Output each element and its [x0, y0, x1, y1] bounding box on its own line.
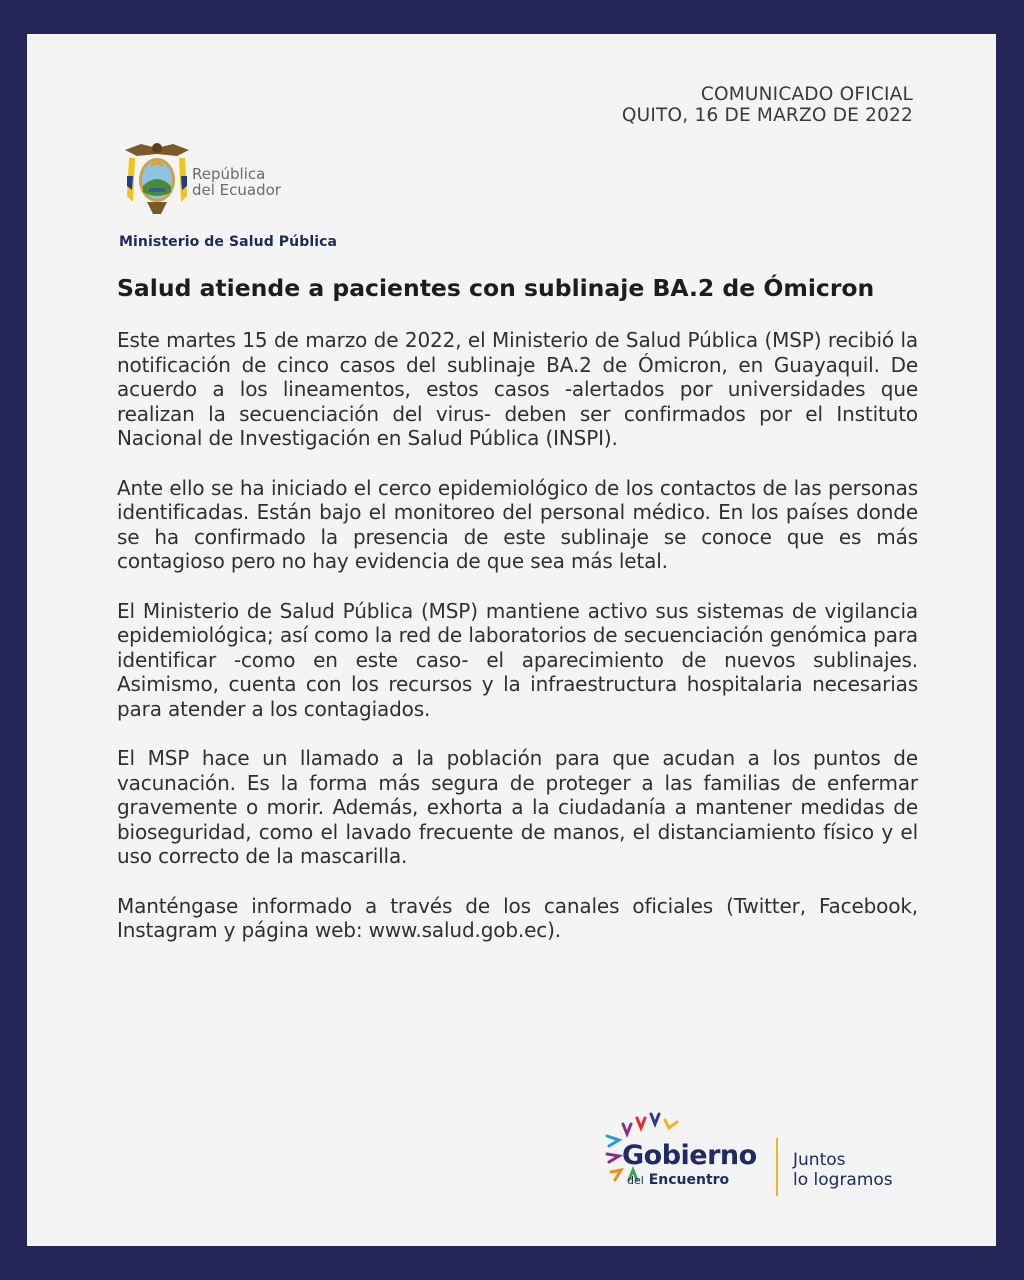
paragraph: Ante ello se ha iniciado el cerco epidemiológico de los contactos de las personas identificadas. Están bajo el monitoreo del personal médico. En los países donde se ha confirmado la presencia de este sublinaje se conoce que es más contagioso pero no hay evidencia de que sea más letal.	[117, 475, 918, 574]
encuentro-word: Encuentro	[648, 1172, 730, 1188]
coat-of-arms-icon	[121, 136, 193, 220]
communique-label: COMUNICADO OFICIAL	[700, 84, 913, 105]
communique-body	[117, 328, 918, 967]
communique-date: QUITO, 16 DE MARZO DE 2022	[621, 105, 913, 126]
page-title: Salud atiende a pacientes con sublinaje BA.2 de Ómicron	[117, 274, 875, 302]
paragraph: Manténgase informado a través de los canales oficiales (Twitter, Facebook, Instagram y página web: www.salud.gob.ec).	[117, 893, 918, 943]
del-word: del	[627, 1174, 644, 1187]
logo-divider	[776, 1138, 778, 1196]
slogan	[793, 1150, 893, 1190]
communique-header	[622, 84, 913, 126]
ministry-name: Ministerio de Salud Pública	[119, 234, 338, 250]
gobierno-wordmark: Gobierno	[622, 1140, 757, 1171]
del-encuentro-wordmark	[627, 1172, 729, 1188]
slogan-line-1: Juntos	[793, 1150, 846, 1170]
ecuador-line: del Ecuador	[192, 181, 281, 199]
republica-label	[192, 166, 281, 198]
paragraph: Este martes 15 de marzo de 2022, el Ministerio de Salud Pública (MSP) recibió la notificación de cinco casos del sublinaje BA.2 de Ómicron, en Guayaquil. De acuerdo a los lineamentos, estos casos -alertados por universidades que realizan la secuenciación del virus- deben ser confirmados por el Instituto Nacional de Investigación en Salud Pública (INSPI).	[117, 328, 918, 451]
paragraph: El MSP hace un llamado a la población para que acudan a los puntos de vacunación. Es la forma más segura de proteger a las familias de enfermar gravemente o morir. Además, exhorta a la ciudadanía a mantener medidas de bioseguridad, como el lavado frecuente de manos, el distanciamiento físico y el uso correcto de la mascarilla.	[117, 746, 918, 869]
slogan-line-2: lo logramos	[793, 1170, 893, 1190]
document-sheet	[27, 34, 996, 1246]
republica-line: República	[192, 165, 266, 183]
paragraph: El Ministerio de Salud Pública (MSP) mantiene activo sus sistemas de vigilancia epidemiológica; así como la red de laboratorios de secuenciación genómica para identificar -como en este caso- el aparecimiento de nuevos sublinajes. Asimismo, cuenta con los recursos y la infraestructura hospitalaria necesarias para atender a los contagiados.	[117, 598, 918, 721]
